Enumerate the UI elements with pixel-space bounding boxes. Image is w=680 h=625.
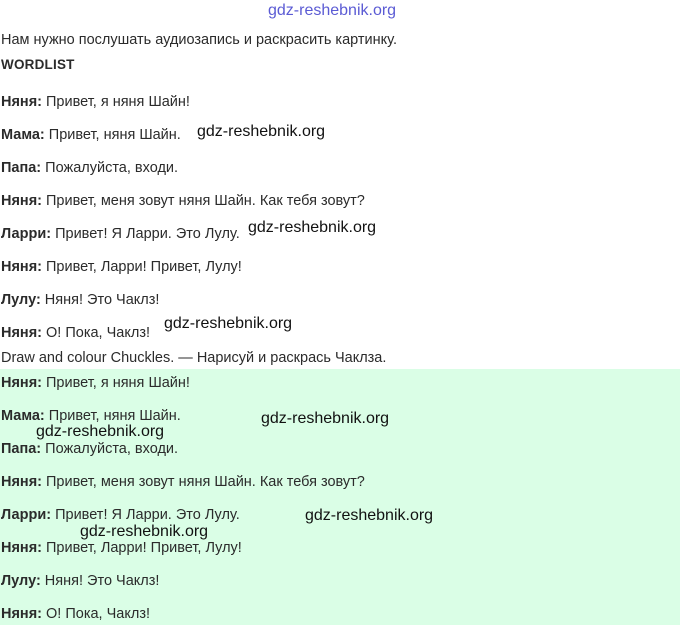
speaker: Няня: [1,325,42,341]
watermark: gdz-reshebnik.org [305,507,434,524]
line-text: Привет, меня зовут няня Шайн. Как тебя зовут? [41,474,365,490]
answer-line [1,572,159,590]
line-text: Пожалуйста, входи. [41,441,179,457]
speaker: Ларри: [1,507,52,523]
line-text: Няня! Это Чаклз! [40,292,160,308]
watermark: gdz-reshebnik.org [36,423,165,440]
watermark: gdz-reshebnik.org [164,315,293,332]
speaker: Ларри: [1,226,52,242]
line-text: Привет, Ларри! Привет, Лулу! [41,259,242,275]
answer-line [1,605,150,623]
line-text: Пожалуйста, входи. [41,160,179,176]
answer-line [1,440,178,458]
speaker: Няня: [1,540,42,556]
watermark-top: gdz-reshebnik.org [268,2,397,19]
line-text: Привет, няня Шайн. [44,127,181,143]
speaker: Папа: [1,441,42,457]
line-text: Привет! Я Ларри. Это Лулу. [51,507,240,523]
speaker: Лулу: [1,292,41,308]
speaker: Лулу: [1,573,41,589]
dialogue-line [1,159,178,177]
line-text: Привет, Ларри! Привет, Лулу! [41,540,242,556]
dialogue-line [1,126,181,144]
speaker: Няня: [1,193,42,209]
line-text: Привет, няня Шайн. [44,408,181,424]
dialogue-line [1,258,242,276]
speaker: Няня: [1,94,42,110]
line-text: Няня! Это Чаклз! [40,573,160,589]
answer-line [1,374,190,392]
speaker: Мама: [1,127,45,143]
line-text: О! Пока, Чаклз! [41,325,150,341]
watermark: gdz-reshebnik.org [248,219,377,236]
dialogue-line [1,192,365,210]
speaker: Няня: [1,259,42,275]
line-text: Привет, я няня Шайн! [41,375,190,391]
answer-line [1,473,365,491]
line-text: Привет! Я Ларри. Это Лулу. [51,226,240,242]
watermark: gdz-reshebnik.org [197,123,326,140]
dialogue-line [1,93,190,111]
speaker: Мама: [1,408,45,424]
line-text: Привет, меня зовут няня Шайн. Как тебя зовут? [41,193,365,209]
answer-line [1,539,242,557]
speaker: Няня: [1,606,42,622]
dialogue-line [1,225,240,243]
dialogue-line [1,324,150,342]
wordlist-heading: WORDLIST [1,57,75,72]
answer-line [1,506,240,524]
watermark: gdz-reshebnik.org [80,523,209,540]
speaker: Няня: [1,375,42,391]
line-text: О! Пока, Чаклз! [41,606,150,622]
intro-text: Нам нужно послушать аудиозапись и раскрасить картинку. [1,32,397,48]
dialogue-line [1,291,159,309]
speaker: Папа: [1,160,42,176]
line-text: Привет, я няня Шайн! [41,94,190,110]
watermark: gdz-reshebnik.org [261,410,390,427]
task-text: Draw and colour Chuckles. — Нарисуй и раскрась Чаклза. [1,350,387,366]
speaker: Няня: [1,474,42,490]
